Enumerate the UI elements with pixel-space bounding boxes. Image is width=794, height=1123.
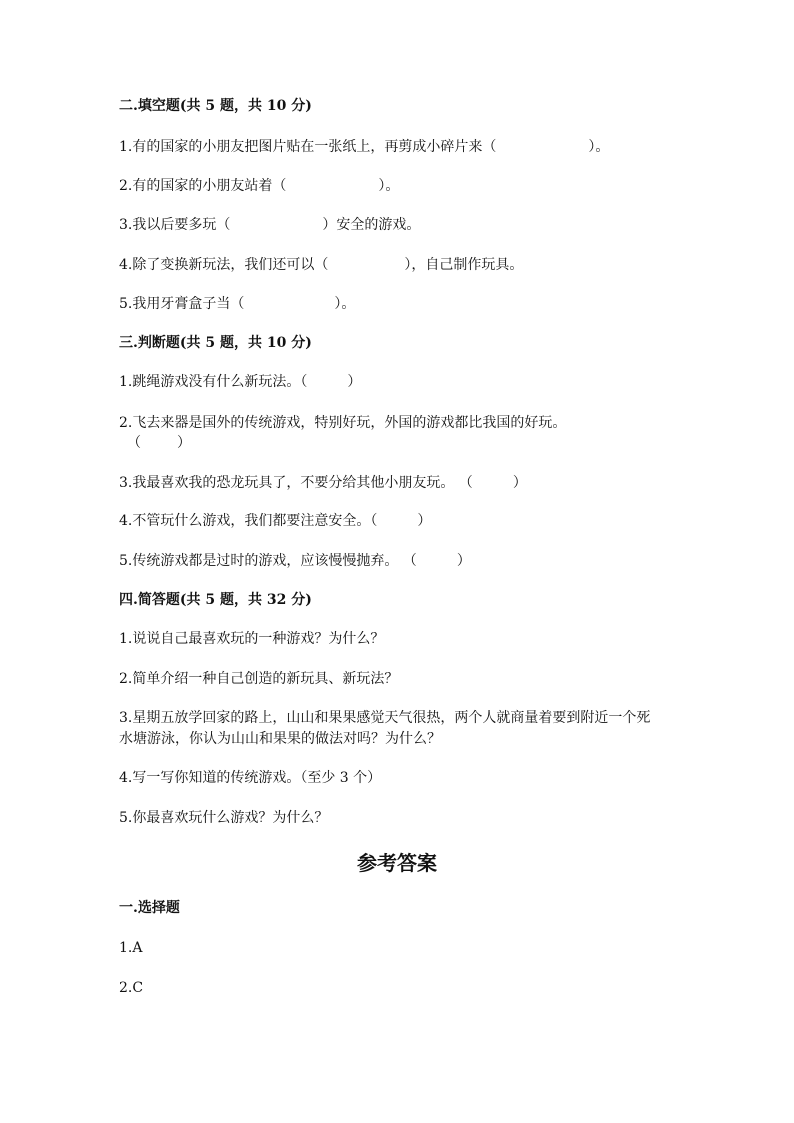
question-text: 2.有的国家的小朋友站着（ [119,178,287,194]
question-text: 1.跳绳游戏没有什么新玩法。（ [119,374,308,390]
question-text: 1.有的国家的小朋友把图片贴在一张纸上，再剪成小碎片来（ [119,139,497,155]
judge-question-2-bracket [127,432,191,454]
fill-question-2 [119,175,399,197]
question-text: 3.我以后要多玩（ [119,217,231,233]
judge-question-3 [119,472,527,494]
question-text: ），自己制作玩具。 [404,257,524,273]
short-question-1: 1.说说自己最喜欢玩的一种游戏？为什么？ [119,631,385,647]
judge-question-5 [119,550,471,572]
question-text: ） [347,374,362,390]
fill-question-3 [119,214,420,236]
judge-question-4 [119,510,431,532]
short-question-5: 5.你最喜欢玩什么游戏？为什么？ [119,810,329,826]
judge-question-1 [119,371,361,393]
question-text: ） [512,475,527,491]
question-text: ）安全的游戏。 [322,217,421,233]
question-text: 5.我用牙膏盒子当（ [119,296,245,312]
short-question-4: 4.写一写你知道的传统游戏。（至少 3 个） [119,770,382,786]
question-text: ） [456,553,471,569]
answers-title: 参考答案 [357,851,437,875]
section-heading-judge: 三.判断题(共 5 题，共 10 分) [119,335,312,351]
short-question-2: 2.简单介绍一种自己创造的新玩具、新玩法？ [119,671,399,687]
fill-question-4 [119,254,523,276]
answer-1: 1.A [119,940,143,956]
question-text: ）。 [334,296,356,312]
question-text: 3.我最喜欢我的恐龙玩具了，不要分给其他小朋友玩。 （ [119,475,473,491]
answers-section-heading: 一.选择题 [119,900,180,916]
fill-question-1 [119,136,609,158]
section-heading-short: 四.简答题(共 5 题，共 32 分) [119,592,312,608]
question-text: （ [127,435,141,451]
question-text: ） [177,435,191,451]
question-text: ） [417,513,432,529]
answer-2: 2.C [119,980,144,996]
question-text: ）。 [588,139,610,155]
fill-question-5 [119,293,355,315]
short-question-3: 3.星期五放学回家的路上，山山和果果感觉天气很热，两个人就商量着要到附近一个死水塘游泳，你认为山山和果果的做法对吗？为什么？ [119,710,651,747]
question-text: 4.除了变换新玩法，我们还可以（ [119,257,329,273]
question-text: 4.不管玩什么游戏，我们都要注意安全。（ [119,513,378,529]
section-heading-fill: 二.填空题(共 5 题，共 10 分) [119,98,312,114]
judge-question-2: 2.飞去来器是国外的传统游戏，特别好玩，外国的游戏都比我国的好玩。 [119,415,567,431]
question-text: 5.传统游戏都是过时的游戏，应该慢慢抛弃。 （ [119,553,417,569]
question-text: ）。 [378,178,400,194]
